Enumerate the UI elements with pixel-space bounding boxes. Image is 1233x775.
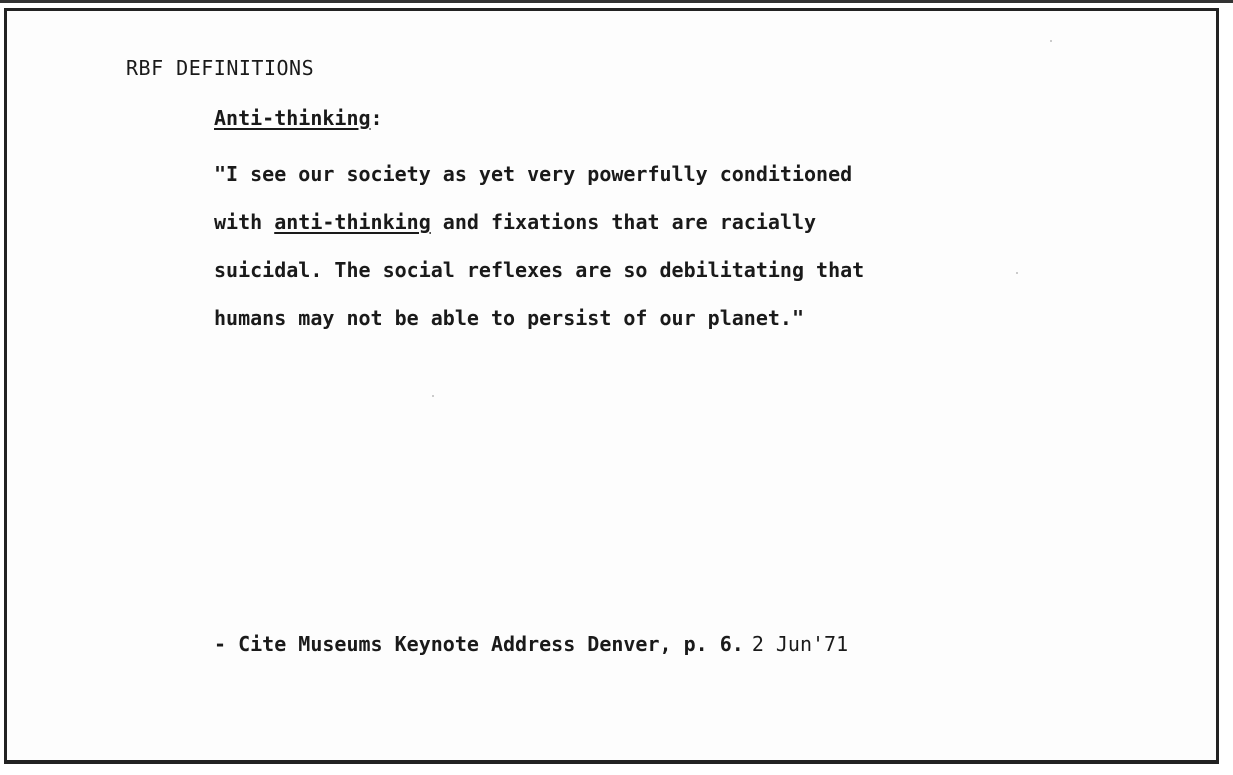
quote-text: and fixations that are racially bbox=[430, 210, 817, 234]
quote-line bbox=[214, 150, 864, 198]
citation-date: 2 Jun'71 bbox=[751, 632, 849, 656]
quote-text: "I see our society as yet very powerfully conditioned bbox=[214, 162, 853, 186]
quote-line bbox=[214, 294, 864, 342]
term-title: Anti-thinking bbox=[214, 106, 371, 130]
quote-text: suicidal. The social reflexes are so debilitating that bbox=[214, 258, 865, 282]
quote-underlined-term: anti-thinking bbox=[274, 210, 431, 234]
citation-source: - Cite Museums Keynote Address Denver, p. 6. bbox=[214, 632, 744, 656]
paper-speck bbox=[1016, 272, 1018, 274]
term-colon: : bbox=[370, 106, 383, 130]
quote-line bbox=[214, 198, 864, 246]
quote-line bbox=[214, 246, 864, 294]
definition-quote bbox=[214, 150, 864, 342]
term-label bbox=[214, 106, 383, 130]
top-edge-line bbox=[0, 0, 1233, 3]
paper-speck bbox=[1050, 40, 1052, 42]
quote-text: humans may not be able to persist of our planet." bbox=[214, 306, 805, 330]
quote-text: with bbox=[214, 210, 275, 234]
citation bbox=[214, 632, 848, 656]
card-heading: RBF DEFINITIONS bbox=[126, 56, 315, 80]
paper-speck bbox=[432, 395, 434, 397]
